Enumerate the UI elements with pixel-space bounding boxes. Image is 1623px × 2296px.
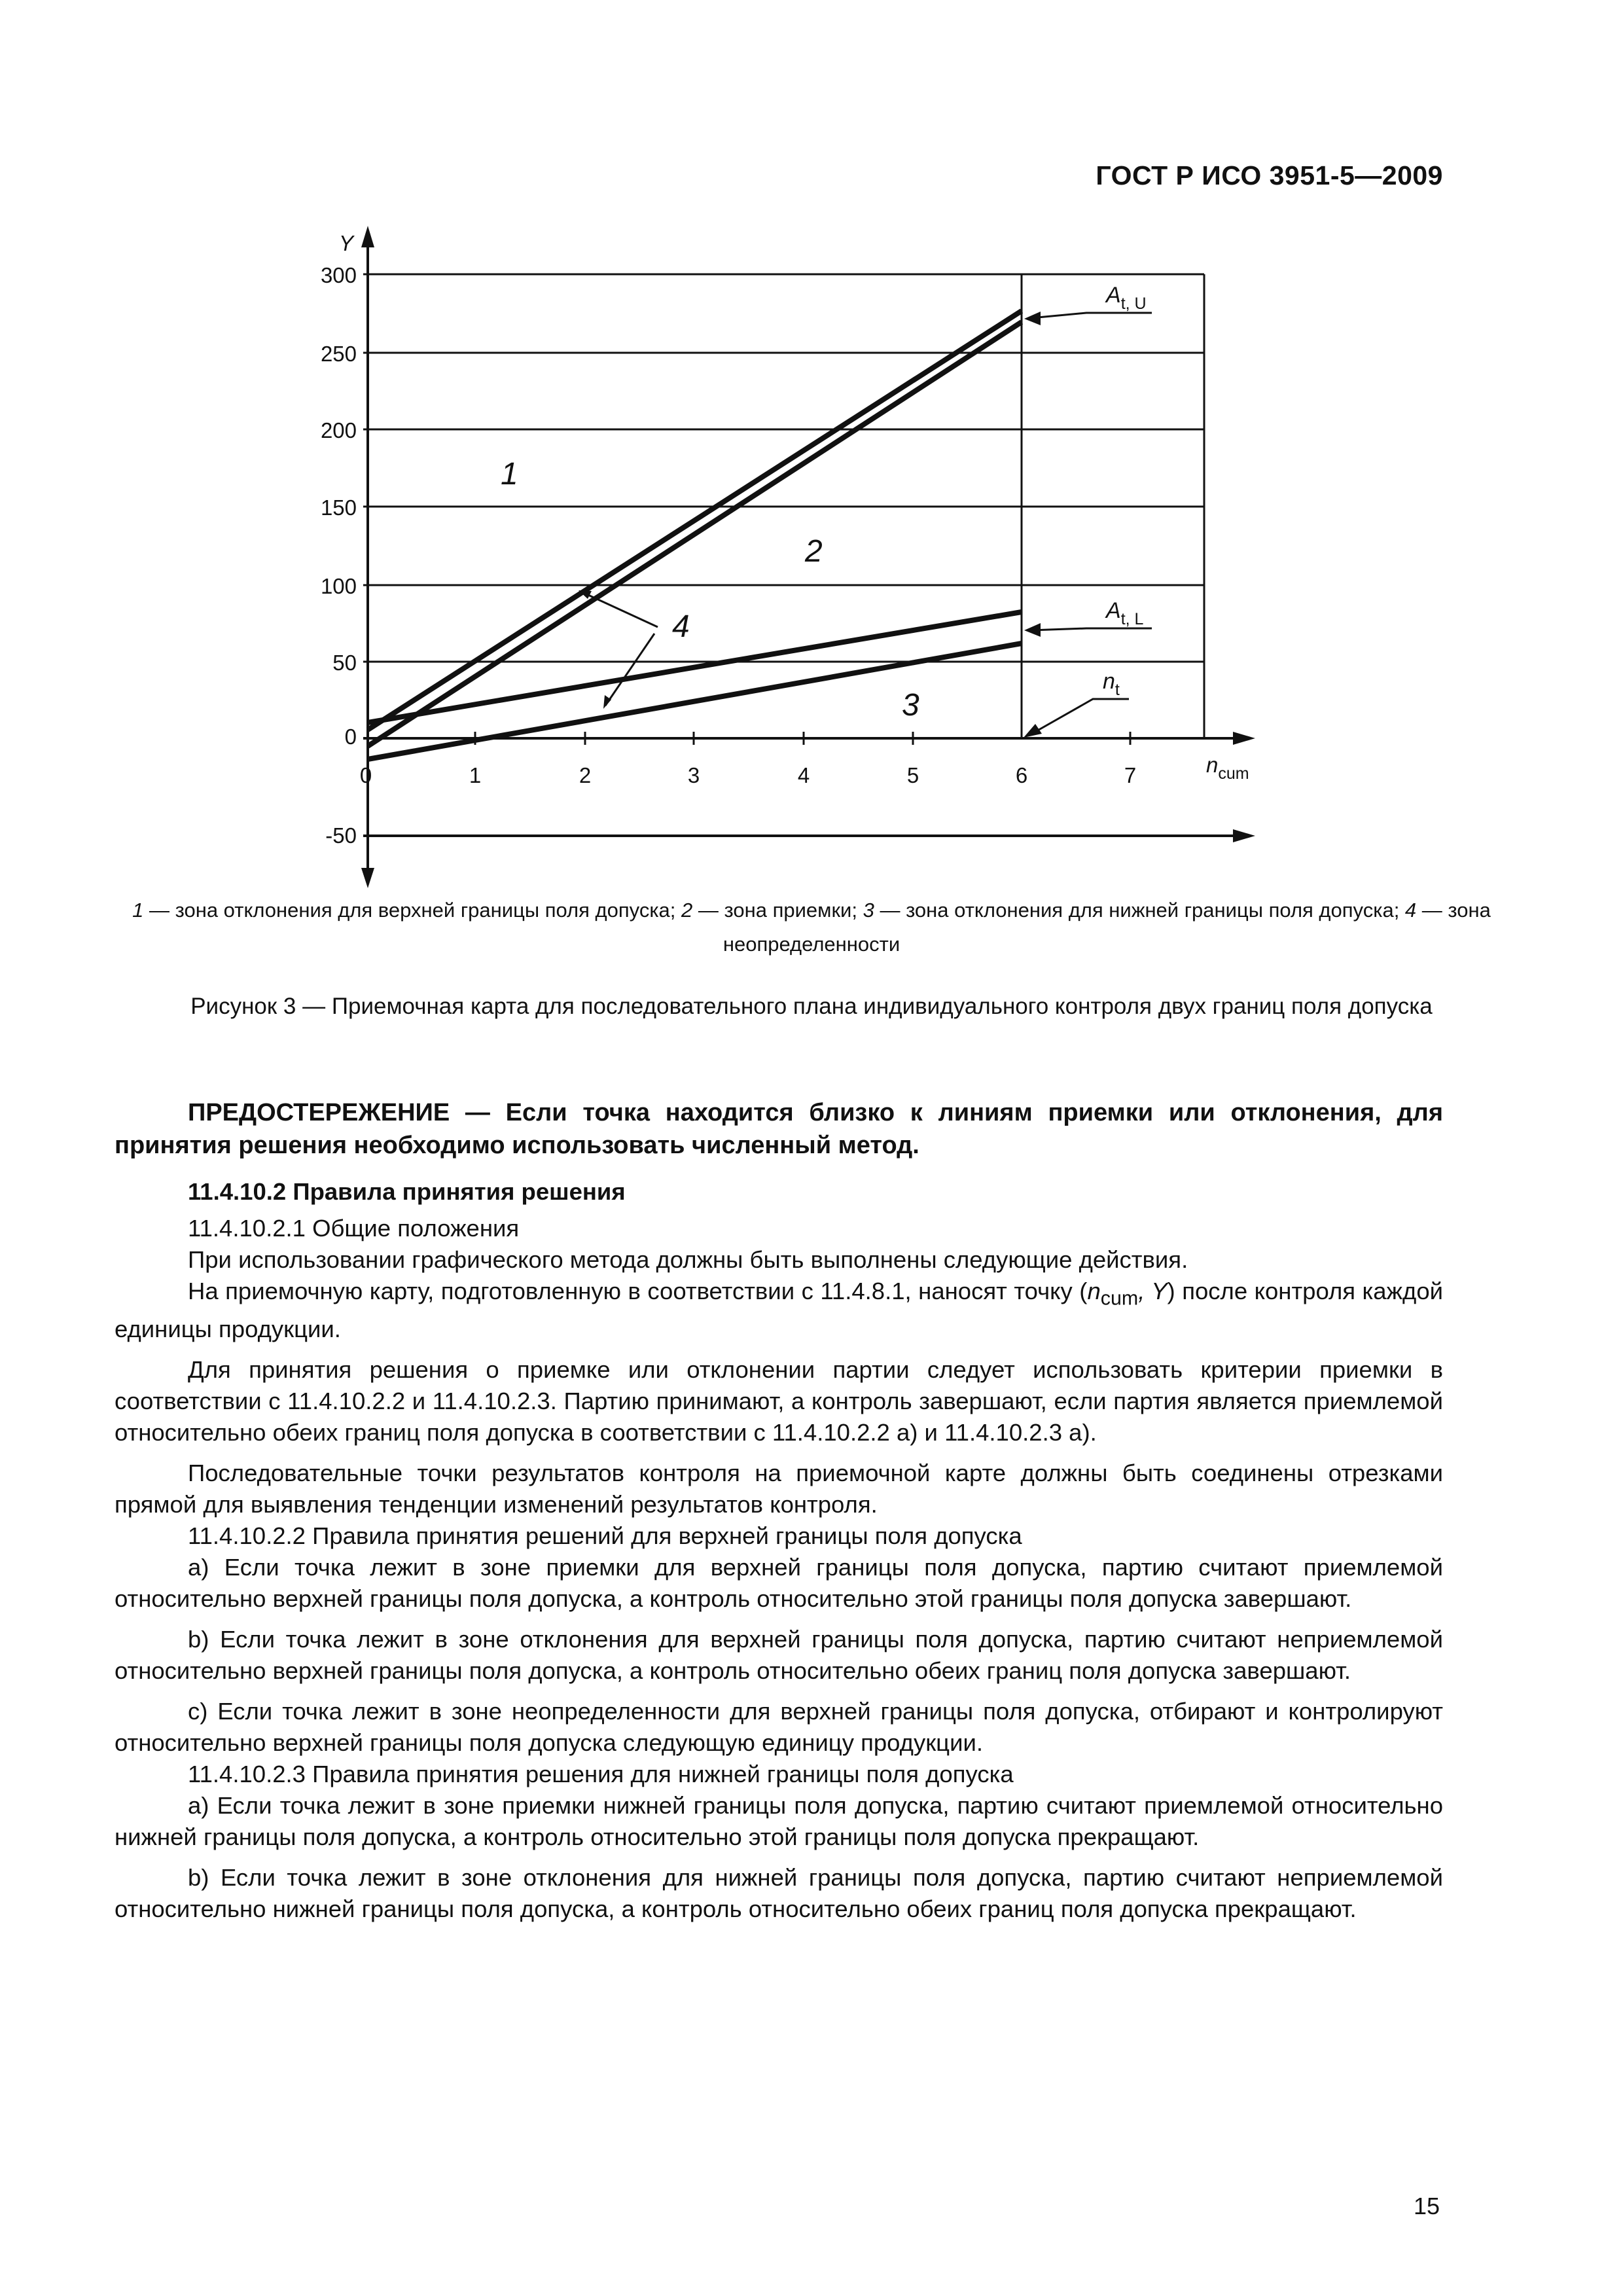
y-tick-label: -50 — [325, 823, 357, 848]
y-tick-label: 300 — [320, 263, 357, 287]
leader-nt — [1031, 699, 1129, 734]
paragraph: Для принятия решения о приемке или отклонении партии следует использовать критерии приемки в соответствии с 11.4.10.2.2 и 11.4.10.2.3. Партию принимают, а контроль завершают, если партия является приемлемой относительно обеих границ поля допуска в соответствии с 11.4.10.2.2 а) и 11.4.10.2.3 а). — [115, 1356, 1443, 1446]
chart-mark — [1031, 313, 1152, 734]
label-nt — [1103, 669, 1120, 699]
chart-mark: t — [1115, 681, 1120, 699]
x-tick-label: 6 — [1015, 763, 1028, 787]
section-heading: 11.4.10.2 Правила принятия решения — [188, 1178, 626, 1205]
chart-mark: A — [1106, 598, 1121, 623]
x-tick-label: 3 — [687, 763, 700, 787]
warning-paragraph: ПРЕДОСТЕРЕЖЕНИЕ — Если точка находится близко к линиям приемки или отклонения, для принятия решения необходимо использовать численный метод. — [115, 1099, 1443, 1159]
chart-mark — [1024, 623, 1041, 637]
y-tick-label: 100 — [320, 574, 357, 598]
y-tick-label: 0 — [344, 725, 357, 749]
y-tick-label: 250 — [320, 342, 357, 366]
x-axis-label — [1206, 753, 1249, 783]
chart-mark: n — [1206, 753, 1219, 777]
x-tick-label: 4 — [797, 763, 810, 787]
paragraph: При использовании графического метода должны быть выполнены следующие действия. — [188, 1246, 1188, 1273]
x-tick-label: 0 — [359, 763, 372, 787]
zone-label-2: 2 — [805, 534, 823, 569]
zone-4-pointer-2 — [605, 634, 654, 706]
y-axis-arrow-up — [361, 226, 374, 247]
x-tick-label: 7 — [1124, 763, 1137, 787]
subsection-heading: 11.4.10.2.1 Общие положения — [188, 1215, 520, 1242]
acceptance-chart — [0, 0, 1623, 890]
x-tick-label: 5 — [906, 763, 919, 787]
y-tick-label: 150 — [320, 495, 357, 520]
paragraph: Последовательные точки результатов контроля на приемочной карте должны быть соединены отрезками прямой для выявления тенденции изменений результатов контроля. — [115, 1460, 1443, 1518]
leader-at-l — [1031, 628, 1152, 630]
x-tick-label: 1 — [469, 763, 482, 787]
figure-caption: Рисунок 3 — Приемочная карта для последовательного плана индивидуального контроля двух границ поля допуска — [190, 994, 1433, 1019]
label-at-u — [1105, 283, 1147, 313]
chart-mark — [360, 763, 1136, 787]
chart-mark — [368, 311, 1022, 759]
list-item: b) Если точка лежит в зоне отклонения для верхней границы поля допуска, партию считают неприемлемой относительно верхней границы поля допуска, а контроль относительно обеих границ поля допуска завершают. — [115, 1626, 1443, 1685]
x-axis-lower-arrow — [1233, 829, 1255, 842]
chart-mark — [501, 457, 919, 723]
chart-mark — [1024, 724, 1042, 738]
list-item: a) Если точка лежит в зоне приемки нижней границы поля допуска, партию считают приемлемой относительно нижней границы поля допуска, а контроль относительно этой границы поля допуска прекращают. — [115, 1792, 1443, 1851]
zone-label-4: 4 — [672, 609, 690, 644]
x-tick-label: 2 — [579, 763, 592, 787]
x-axis-arrow — [1233, 732, 1255, 745]
zone-label-1: 1 — [501, 457, 518, 492]
chart-mark — [321, 263, 357, 848]
chart-mark: cum — [1218, 764, 1249, 783]
zone-label-3: 3 — [902, 688, 919, 723]
chart-mark — [1024, 312, 1041, 325]
list-item: c) Если точка лежит в зоне неопределенности для верхней границы поля допуска, отбирают и контролируют относительно верхней границы поля допуска следующую единицу продукции. — [115, 1698, 1443, 1757]
leader-at-u — [1031, 313, 1152, 318]
list-item: b) Если точка лежит в зоне отклонения для нижней границы поля допуска, партию считают неприемлемой относительно нижней границы поля допуска, а контроль относительно обеих границ поля допуска прекращают. — [115, 1864, 1443, 1923]
page-number: 15 — [1413, 2193, 1440, 2219]
figure-legend: 1 — зона отклонения для верхней границы поля допуска; 2 — зона приемки; 3 — зона отклонения для нижней границы поля допуска; 4 — зона неопределенности — [132, 899, 1491, 956]
chart-mark: n — [1103, 669, 1115, 694]
y-axis-arrow-down — [361, 868, 374, 888]
y-axis-label: Y — [339, 231, 354, 255]
chart-mark: t, L — [1120, 610, 1144, 628]
list-item: a) Если точка лежит в зоне приемки для верхней границы поля допуска, партию считают приемлемой относительно верхней границы поля допуска, а контроль относительно этой границы поля допуска завершают. — [115, 1554, 1443, 1613]
chart-mark: A — [1106, 283, 1121, 308]
subsection-heading: 11.4.10.2.2 Правила принятия решений для верхней границы поля допуска — [188, 1522, 1022, 1550]
y-tick-label: 200 — [320, 418, 357, 442]
document-header: ГОСТ Р ИСО 3951-5—2009 — [1096, 160, 1443, 190]
chart-mark: t, U — [1120, 295, 1147, 313]
chart-mark — [582, 592, 658, 706]
label-at-l — [1105, 598, 1144, 628]
chart-mark — [1024, 312, 1042, 738]
paragraph: На приемочную карту, подготовленную в соответствии с 11.4.8.1, наносят точку ($n_{cum}$, Y) после контроля каждой единицы продукции. — [115, 1278, 1444, 1343]
y-tick-label: 50 — [332, 651, 357, 675]
body-text — [115, 1096, 1443, 1925]
subsection-heading: 11.4.10.2.3 Правила принятия решения для нижней границы поля допуска — [188, 1761, 1014, 1788]
zone-4-pointer-1 — [582, 592, 658, 627]
line-upper-b — [368, 322, 1022, 746]
